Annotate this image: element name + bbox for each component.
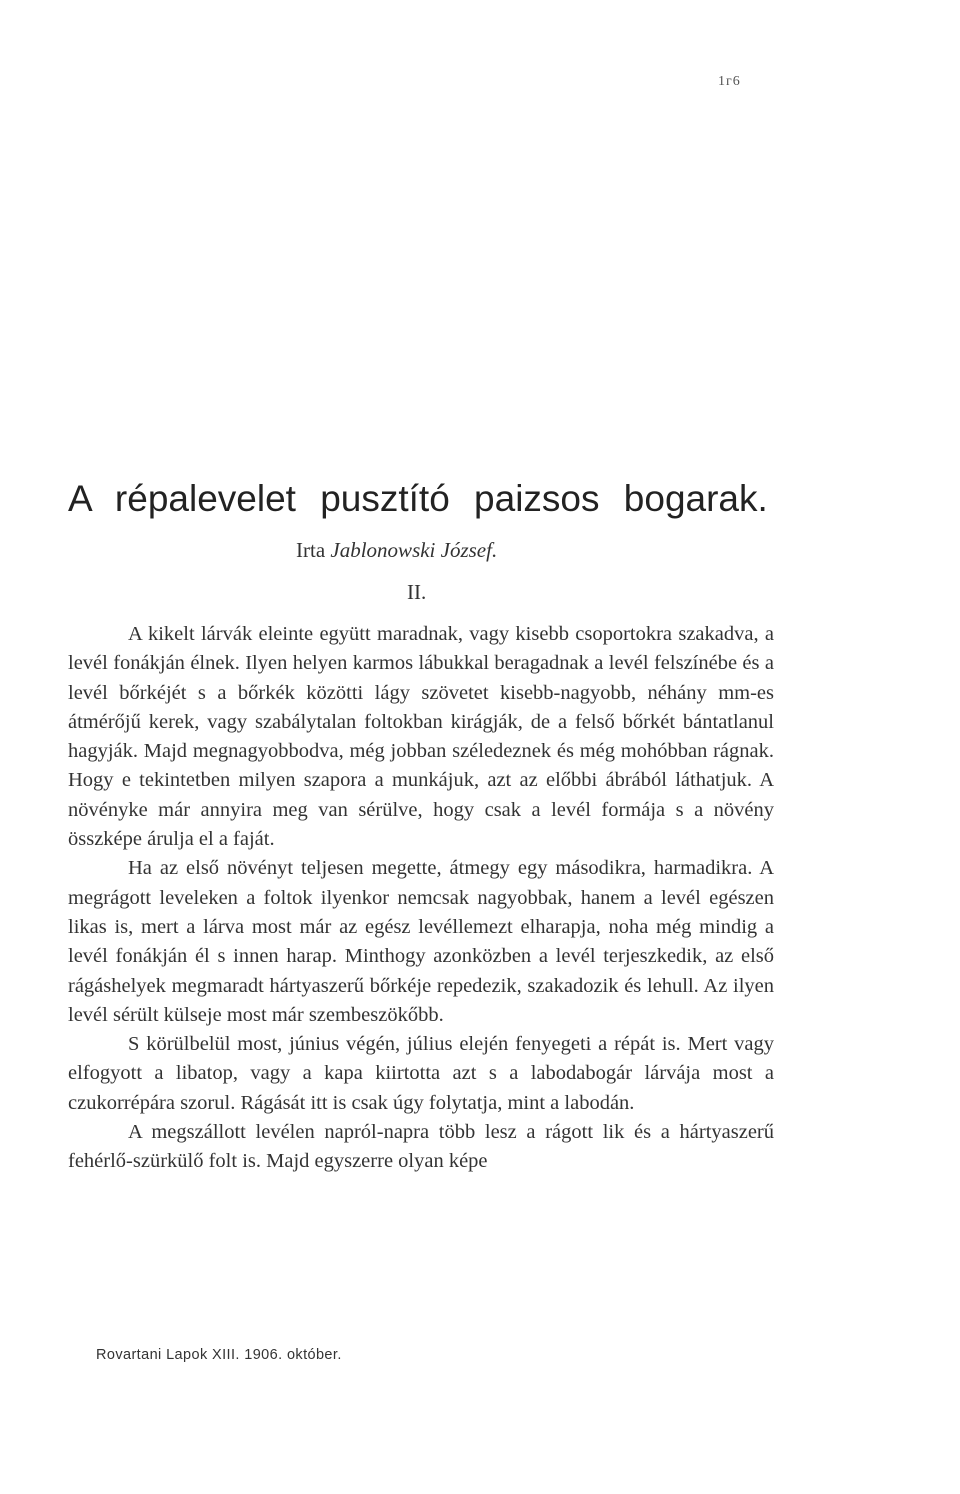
byline-author: Jablonowski József.	[330, 538, 498, 562]
section-number: II.	[407, 580, 427, 604]
page-number: 1ᴦ6	[718, 74, 741, 89]
paragraph: A kikelt lárvák eleinte együtt maradnak, vagy kisebb csoportokra szakadva, a levél fonákján élnek. Ilyen helyen karmos lábukkal beragadnak a levél felszínébe és a levél bőrkéjét s a bőrkék közötti lágy szövetet kisebb-nagyobb, néhány mm-es átmérőjű kerek, vagy szabálytalan foltokban kirágják, de a felső bőrkét bántatlanul hagyják. Majd megnagyobbodva, még jobban széledeznek és még mohóbban rágnak. Hogy e tekintetben milyen szapora a munkájuk, azt az előbbi ábrából láthatjuk. A növényke már annyira meg van sérülve, hogy csak a levél formája s a növény összképe árulja el a faját.	[68, 623, 774, 851]
article-body	[68, 620, 774, 1177]
byline-prefix: Irta	[296, 538, 326, 562]
journal-footer: Rovartani Lapok XIII. 1906. október.	[96, 1347, 342, 1363]
byline	[296, 538, 497, 563]
article-title: A répalevelet pusztító paizsos bogarak.	[68, 478, 768, 519]
paragraph: Ha az első növényt teljesen megette, átmegy egy másodikra, harmadikra. A megrágott leveleken a foltok ilyenkor nemcsak nagyobbak, hanem a levél egészen likas is, mert a lárva most már az egész levéllemezt elharapja, noha még mindig a levél fonákján él s innen harap. Minthogy azonközben a levél terjeszkedik, az első rágáshelyek megmaradt hártyaszerű bőrkéje repedezik, szakadozik és lehull. Az ilyen levél sérült külseje most már szembeszökőbb.	[68, 857, 774, 1026]
paragraph: S körülbelül most, június végén, július elején fenyegeti a répát is. Mert vagy elfogyott a libatop, vagy a kapa kiirtotta azt s a labodabogár lárvája most a czukorrépára szorul. Rágását itt is csak úgy folytatja, mint a labodán.	[68, 1033, 774, 1114]
paragraph: A megszállott levélen napról-napra több lesz a rágott lik és a hártyaszerű fehérlő-szürkülő folt is. Majd egyszerre olyan képe	[68, 1121, 774, 1173]
